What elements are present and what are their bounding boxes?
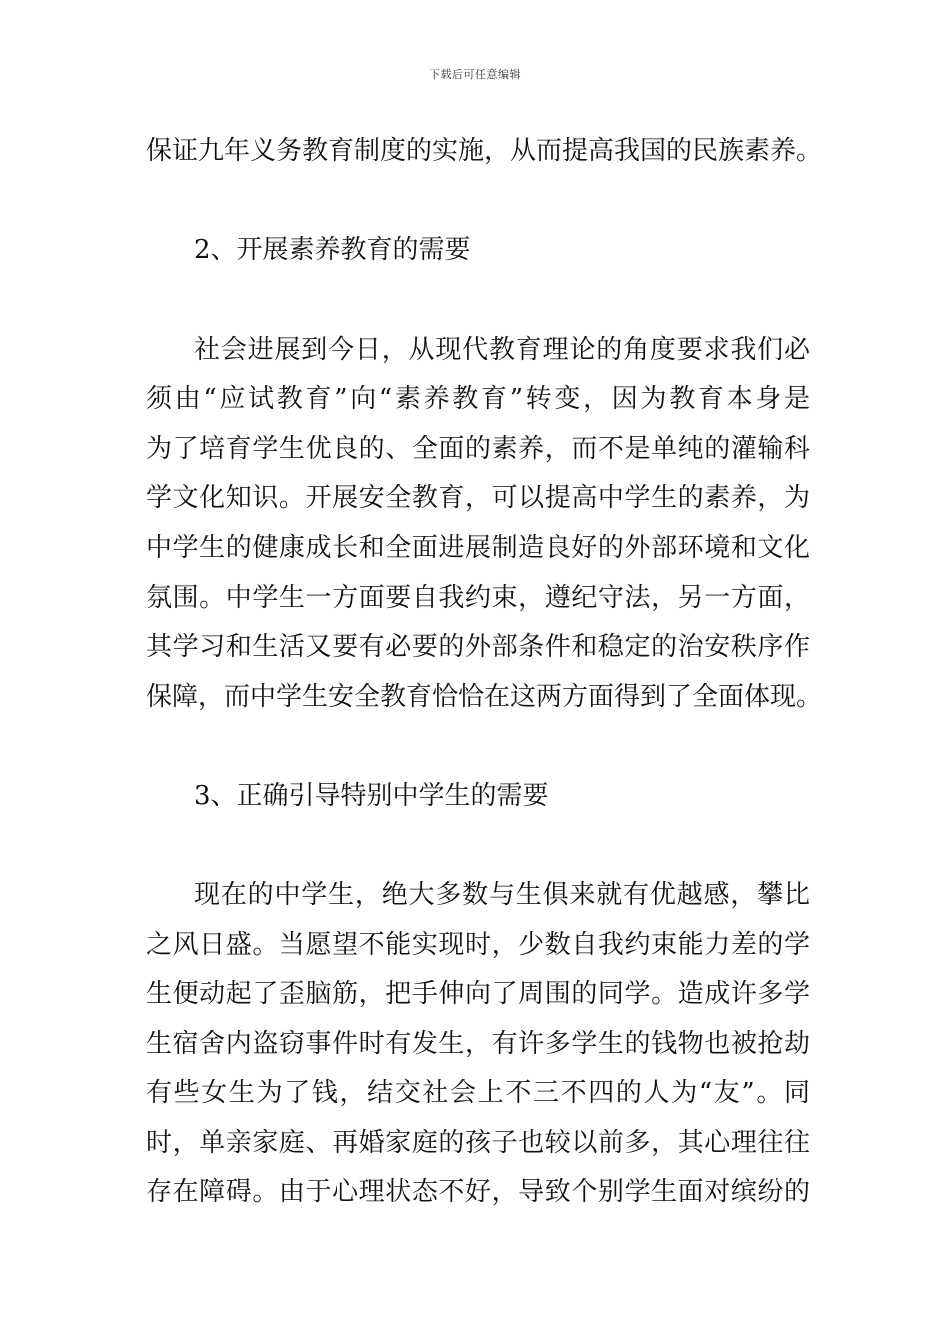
section-3-heading: 3、正确引导特别中学生的需要 [194,781,549,811]
section-3-line: 现在的中学生，绝大多数与生俱来就有优越感，攀比 [194,880,810,910]
section-2-line: 社会进展到今日，从现代教育理论的角度要求我们必 [194,335,810,365]
section-3-line: 存在障碍。由于心理状态不好，导致个别学生面对缤纷的 [146,1177,810,1207]
section-2-line: 须由“应试教育”向“素养教育”转变，因为教育本身是 [146,384,810,414]
intro-line: 保证九年义务教育制度的实施，从而提高我国的民族素养。 [146,136,823,166]
section-2-heading: 2、开展素养教育的需要 [194,235,471,265]
section-2-line: 中学生的健康成长和全面进展制造良好的外部环境和文化 [146,533,810,563]
section-2-line: 其学习和生活又要有必要的外部条件和稳定的治安秩序作 [146,632,810,662]
section-3-line: 生便动起了歪脑筋，把手伸向了周围的同学。造成许多学 [146,979,810,1009]
section-2-line: 保障，而中学生安全教育恰恰在这两方面得到了全面体现。 [146,682,823,712]
section-3-line: 时，单亲家庭、再婚家庭的孩子也较以前多，其心理往往 [146,1128,810,1158]
section-3-line: 之风日盛。当愿望不能实现时，少数自我约束能力差的学 [146,930,810,960]
section-2-line: 氛围。中学生一方面要自我约束，遵纪守法，另一方面， [146,583,810,613]
section-2-line: 学文化知识。开展安全教育，可以提高中学生的素养，为 [146,483,810,513]
header-note: 下载后可任意编辑 [429,68,521,81]
section-3-line: 有些女生为了钱，结交社会上不三不四的人为“友”。同 [146,1078,810,1108]
section-2-line: 为了培育学生优良的、全面的素养，而不是单纯的灌输科 [146,434,810,464]
section-3-line: 生宿舍内盗窃事件时有发生，有许多学生的钱物也被抢劫 [146,1029,810,1059]
